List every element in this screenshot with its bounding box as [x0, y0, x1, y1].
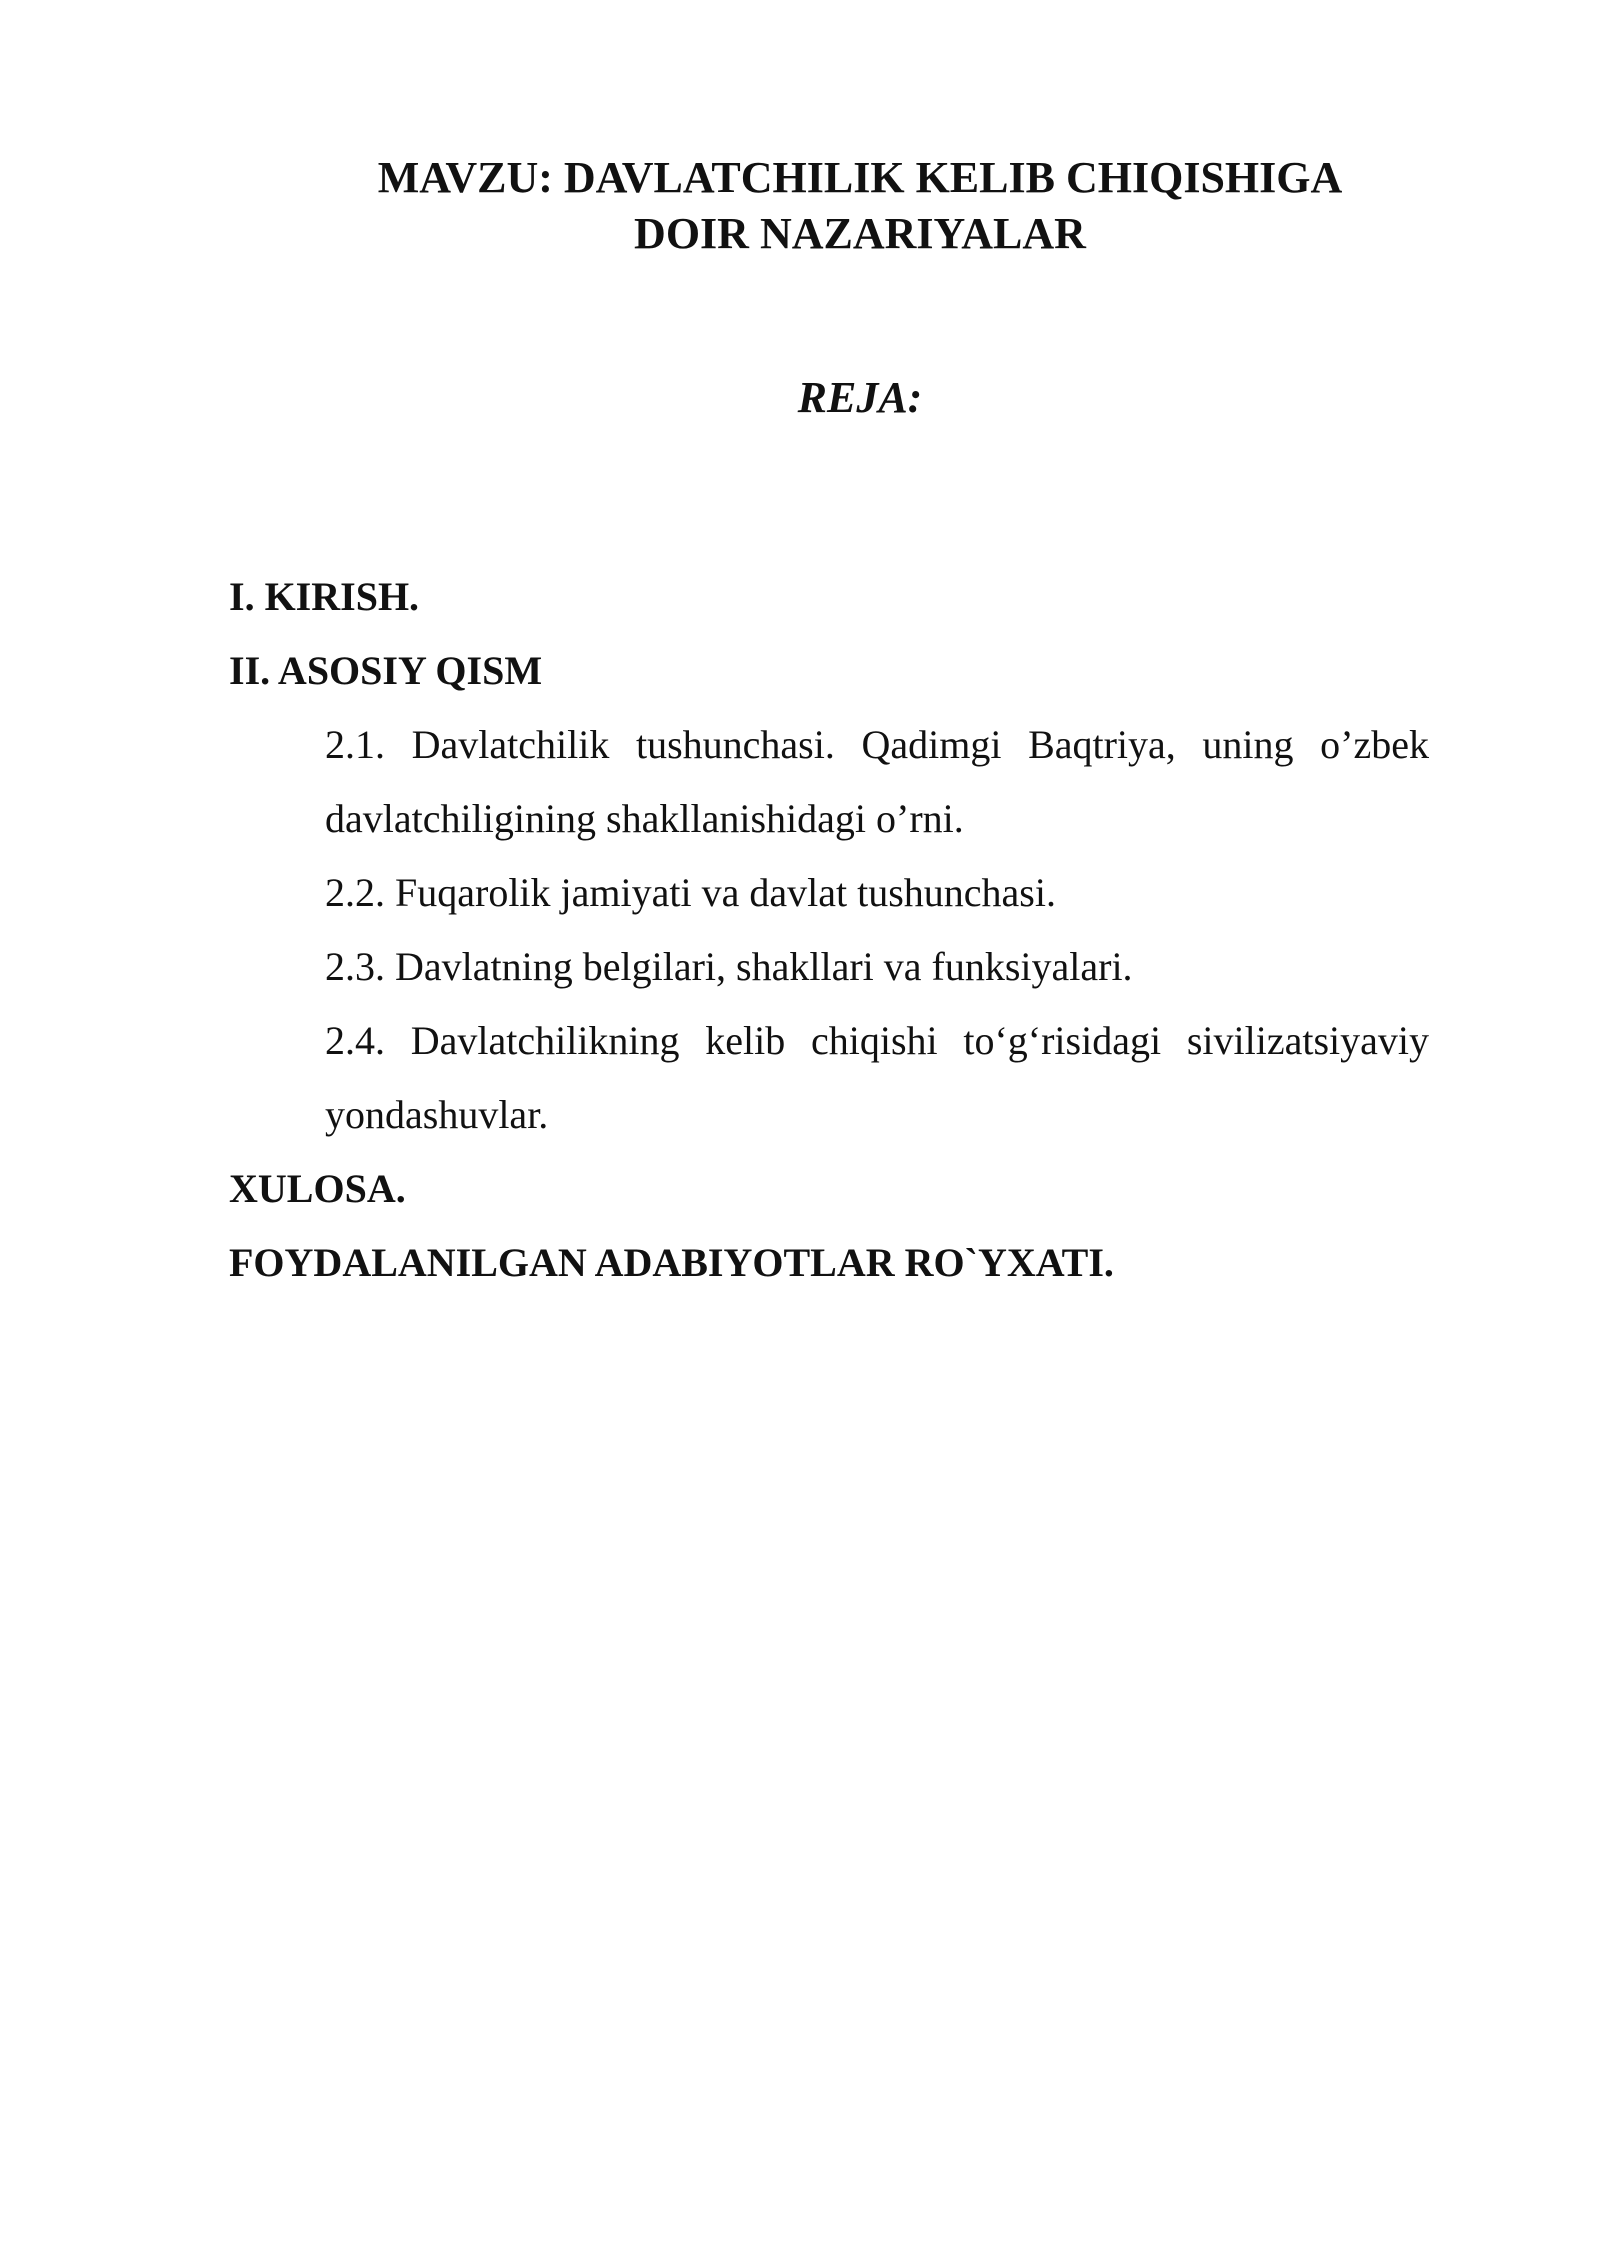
- document-title: [250, 150, 1470, 262]
- plan-item-intro: I. KIRISH.: [229, 574, 420, 619]
- plan-item-main-part: II. ASOSIY QISM: [229, 648, 543, 693]
- plan-subitem-2-1: 2.1. Davlatchilik tushunchasi. Qadimgi Baqtriya, uning o’zbek davlatchiligining shakllanishidagi o’rni.: [325, 722, 1429, 841]
- plan-list: [229, 560, 1429, 1300]
- title-line-1: MAVZU: DAVLATCHILIK KELIB CHIQISHIGA: [377, 153, 1343, 202]
- plan-subitem-2-3: 2.3. Davlatning belgilari, shakllari va funksiyalari.: [325, 944, 1133, 989]
- plan-subitem-2-2: 2.2. Fuqarolik jamiyati va davlat tushunchasi.: [325, 870, 1056, 915]
- plan-item-conclusion: XULOSA.: [229, 1166, 406, 1211]
- plan-subitem-2-4: 2.4. Davlatchilikning kelib chiqishi to‘g‘risidagi sivilizatsiyaviy yondashuvlar.: [325, 1018, 1429, 1137]
- plan-item-references: FOYDALANILGAN ADABIYOTLAR RO`YXATI.: [229, 1240, 1114, 1285]
- title-line-2: DOIR NAZARIYALAR: [634, 209, 1086, 258]
- plan-heading: REJA:: [797, 373, 923, 422]
